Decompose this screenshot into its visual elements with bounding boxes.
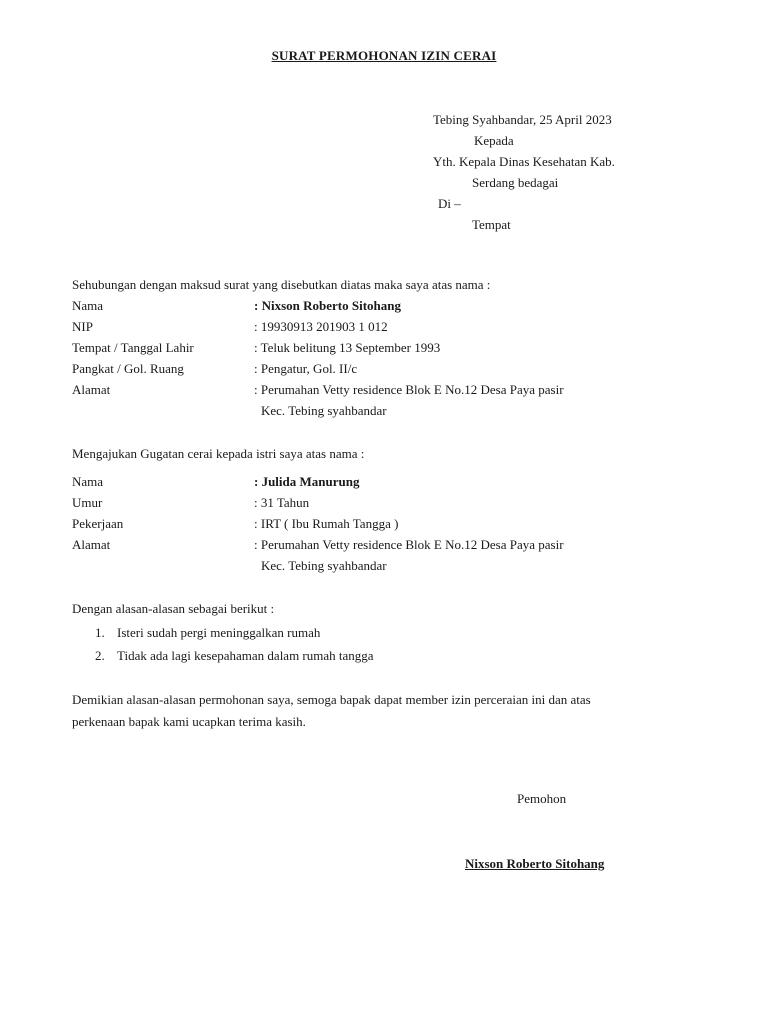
field-value: : Pengatur, Gol. II/c [254, 361, 358, 376]
list-item: Tidak ada lagi kesepahaman dalam rumah tangga [117, 648, 374, 663]
list-item: Isteri sudah pergi meninggalkan rumah [117, 625, 321, 640]
list-number: 1. [95, 625, 105, 640]
field-value: : Nixson Roberto Sitohang [254, 298, 401, 313]
address-line-2: Kec. Tebing syahbandar [261, 558, 387, 573]
recipient-line-2: Serdang bedagai [472, 175, 559, 190]
field-label: NIP [72, 319, 93, 334]
field-value: : IRT ( Ibu Rumah Tangga ) [254, 516, 399, 531]
field-value: : Perumahan Vetty residence Blok E No.12 Desa Paya pasir [254, 537, 564, 552]
field-value: : Perumahan Vetty residence Blok E No.12 Desa Paya pasir [254, 382, 564, 397]
reasons-intro: Dengan alasan-alasan sebagai berikut : [72, 601, 275, 616]
field-label: Pekerjaan [72, 516, 124, 531]
field-value: : Teluk belitung 13 September 1993 [254, 340, 441, 355]
document-title: SURAT PERMOHONAN IZIN CERAI [271, 48, 497, 63]
intro-text: Sehubungan dengan maksud surat yang disebutkan diatas maka saya atas nama : [72, 277, 491, 292]
field-label: Pangkat / Gol. Ruang [72, 361, 184, 376]
field-label: Tempat / Tanggal Lahir [72, 340, 194, 355]
lawsuit-intro: Mengajukan Gugatan cerai kepada istri saya atas nama : [72, 446, 365, 461]
address-line-2: Kec. Tebing syahbandar [261, 403, 387, 418]
field-label: Alamat [72, 382, 111, 397]
tempat-label: Tempat [472, 217, 511, 232]
place-date: Tebing Syahbandar, 25 April 2023 [433, 112, 612, 127]
field-label: Alamat [72, 537, 111, 552]
field-label: Nama [72, 474, 104, 489]
di-label: Di – [438, 196, 461, 211]
signature-label: Pemohon [517, 791, 567, 806]
field-value: : 31 Tahun [254, 495, 310, 510]
field-value: : Julida Manurung [254, 474, 360, 489]
closing-line-1: Demikian alasan-alasan permohonan saya, semoga bapak dapat member izin perceraian ini dan atas [72, 692, 591, 707]
to-label: Kepada [474, 133, 514, 148]
field-value: : 19930913 201903 1 012 [254, 319, 388, 334]
signature-name: Nixson Roberto Sitohang [465, 856, 605, 871]
recipient-line-1: Yth. Kepala Dinas Kesehatan Kab. [433, 154, 615, 169]
field-label: Nama [72, 298, 104, 313]
field-label: Umur [72, 495, 103, 510]
list-number: 2. [95, 648, 105, 663]
closing-line-2: perkenaan bapak kami ucapkan terima kasih. [72, 714, 306, 729]
